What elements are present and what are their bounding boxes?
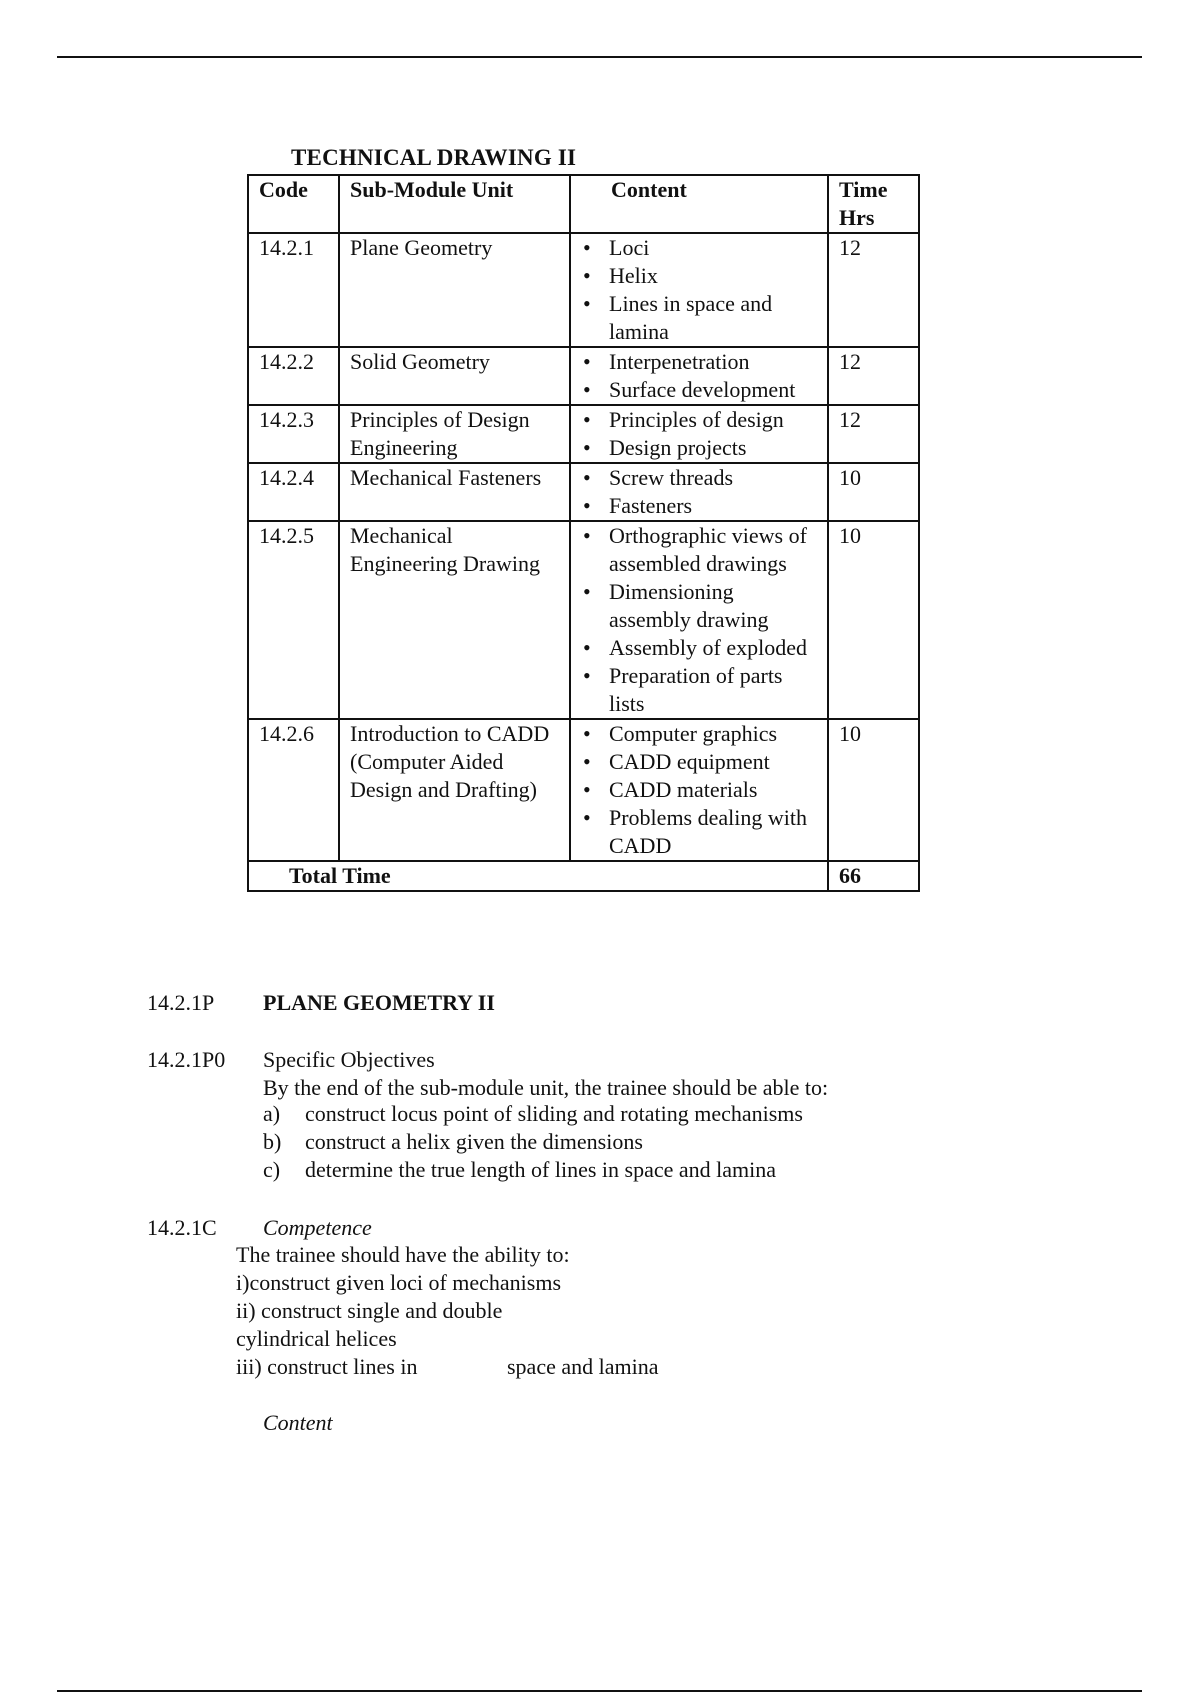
content-item: • Helix xyxy=(609,262,817,290)
content-item: • Interpenetration xyxy=(609,348,817,376)
objectives-intro: By the end of the sub-module unit, the trainee should be able to: xyxy=(263,1075,829,1100)
row-content xyxy=(570,521,828,719)
total-time-label: Total Time xyxy=(248,861,828,891)
row-time: 10 xyxy=(828,463,919,521)
table-row xyxy=(248,521,919,719)
content-item: • Assembly of exploded xyxy=(609,634,817,662)
row-code: 14.2.4 xyxy=(248,463,339,521)
row-unit: Mechanical Engineering Drawing xyxy=(339,521,570,719)
content-item: • Dimensioning assembly drawing xyxy=(609,578,817,634)
table-row xyxy=(248,347,919,405)
row-content xyxy=(570,463,828,521)
content-item: • Lines in space and lamina xyxy=(609,290,817,346)
row-content xyxy=(570,233,828,347)
top-rule xyxy=(57,56,1142,58)
content-item: • Principles of design xyxy=(609,406,817,434)
header-code: Code xyxy=(248,175,339,233)
header-content: Content xyxy=(570,175,828,233)
list-marker: c) xyxy=(263,1157,281,1182)
table-row xyxy=(248,233,919,347)
content-item: • Problems dealing with CADD xyxy=(609,804,817,860)
content-item: • Surface development xyxy=(609,376,817,404)
row-code: 14.2.6 xyxy=(248,719,339,861)
content-item: • Orthographic views of assembled drawings xyxy=(609,522,817,578)
row-unit: Principles of Design Engineering xyxy=(339,405,570,463)
list-item xyxy=(263,1156,803,1184)
row-time: 10 xyxy=(828,719,919,861)
table-row xyxy=(248,405,919,463)
row-code: 14.2.5 xyxy=(248,521,339,719)
row-code: 14.2.1 xyxy=(248,233,339,347)
content-item: • Screw threads xyxy=(609,464,817,492)
syllabus-table xyxy=(247,174,920,892)
row-time: 12 xyxy=(828,233,919,347)
content-item: • CADD materials xyxy=(609,776,817,804)
table-title: TECHNICAL DRAWING II xyxy=(291,145,577,170)
row-time: 12 xyxy=(828,405,919,463)
row-content xyxy=(570,347,828,405)
table-row xyxy=(248,463,919,521)
section-title: PLANE GEOMETRY II xyxy=(263,990,495,1015)
row-code: 14.2.3 xyxy=(248,405,339,463)
list-marker: a) xyxy=(263,1101,281,1126)
section-number: 14.2.1P xyxy=(147,990,215,1015)
competence-line: space and lamina xyxy=(507,1354,659,1379)
content-item: • Design projects xyxy=(609,434,817,462)
competence-line: ii) construct single and double xyxy=(236,1298,503,1323)
content-item: • Loci xyxy=(609,234,817,262)
content-heading: Content xyxy=(263,1410,333,1435)
list-item xyxy=(263,1128,803,1156)
row-unit: Plane Geometry xyxy=(339,233,570,347)
content-item: • CADD equipment xyxy=(609,748,817,776)
content-item: • Computer graphics xyxy=(609,720,817,748)
competence-line: cylindrical helices xyxy=(236,1326,397,1351)
total-row xyxy=(248,861,919,891)
row-unit: Solid Geometry xyxy=(339,347,570,405)
objectives-list xyxy=(263,1100,803,1184)
list-marker: b) xyxy=(263,1129,282,1154)
competence-title: Competence xyxy=(263,1215,372,1240)
competence-line: i)construct given loci of mechanisms xyxy=(236,1270,562,1295)
header-time-hrs: Time Hrs xyxy=(828,175,919,233)
list-text: construct a helix given the dimensions xyxy=(305,1129,643,1154)
row-unit: Introduction to CADD (Computer Aided Design and Drafting) xyxy=(339,719,570,861)
row-time: 10 xyxy=(828,521,919,719)
objectives-title: Specific Objectives xyxy=(263,1047,435,1072)
row-content xyxy=(570,405,828,463)
list-text: construct locus point of sliding and rotating mechanisms xyxy=(305,1101,803,1126)
row-code: 14.2.2 xyxy=(248,347,339,405)
content-item: • Fasteners xyxy=(609,492,817,520)
competence-line: iii) construct lines in xyxy=(236,1354,418,1379)
competence-intro: The trainee should have the ability to: xyxy=(236,1242,570,1267)
row-unit: Mechanical Fasteners xyxy=(339,463,570,521)
list-item xyxy=(263,1100,803,1128)
row-time: 12 xyxy=(828,347,919,405)
row-content xyxy=(570,719,828,861)
table-row xyxy=(248,719,919,861)
section-number: 14.2.1P0 xyxy=(147,1047,226,1072)
content-item: • Preparation of parts lists xyxy=(609,662,817,718)
bottom-rule xyxy=(57,1690,1142,1692)
total-time-value: 66 xyxy=(828,861,919,891)
table-header-row xyxy=(248,175,919,233)
header-sub-module-unit: Sub-Module Unit xyxy=(339,175,570,233)
list-text: determine the true length of lines in space and lamina xyxy=(305,1157,777,1182)
section-number: 14.2.1C xyxy=(147,1215,217,1240)
